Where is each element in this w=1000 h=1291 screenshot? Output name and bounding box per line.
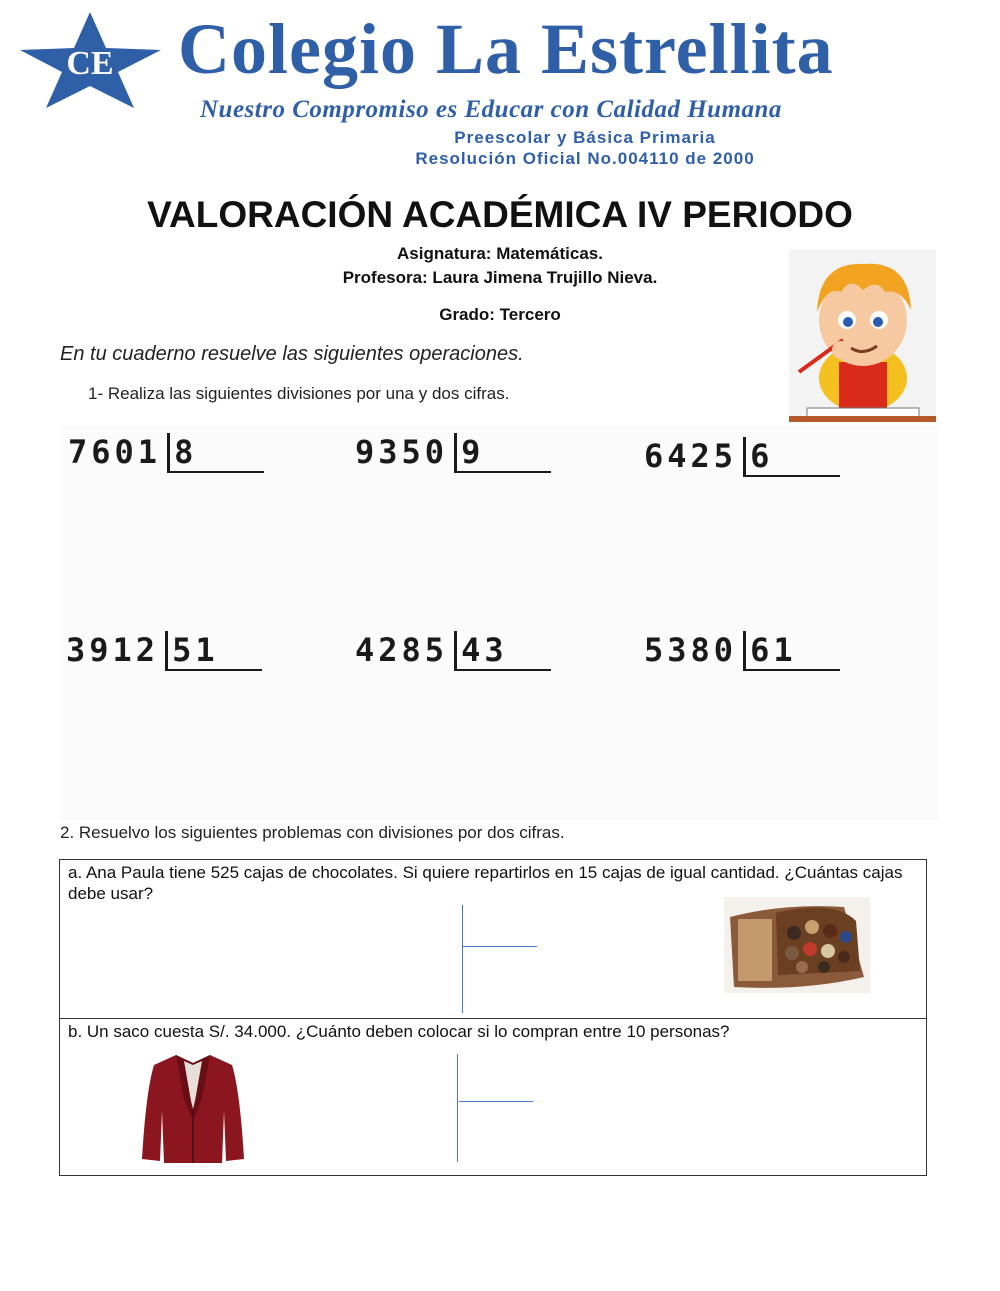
dividend: 6425 [644, 437, 738, 475]
divisor: 61 [743, 631, 840, 671]
subject-line: Asignatura: Matemáticas. [397, 244, 603, 263]
divisor: 43 [454, 631, 551, 671]
division-exercises-panel [60, 425, 938, 820]
boy-thinking-illustration [789, 250, 936, 422]
problem-a-text: a. Ana Paula tiene 525 cajas de chocolates. Si quiere repartirlos en 15 cajas de igual cantidad. ¿Cuántas cajas debe usar? [68, 863, 903, 903]
division-guide-vertical [462, 905, 463, 1013]
division-exercise [355, 631, 551, 671]
dividend: 5380 [644, 631, 738, 669]
grade-line: Grado: Tercero [439, 305, 561, 324]
divisor: 51 [165, 631, 262, 671]
dividend: 3912 [66, 631, 160, 669]
division-exercise [644, 437, 840, 477]
divisor: 9 [454, 433, 551, 473]
page-title: VALORACIÓN ACADÉMICA IV PERIODO [147, 194, 853, 235]
exercise-1-heading: 1- Realiza las siguientes divisiones por una y dos cifras. [88, 384, 510, 403]
teacher-line: Profesora: Laura Jimena Trujillo Nieva. [342, 268, 658, 287]
logo-lettering: CE [66, 45, 114, 82]
division-exercise [68, 433, 264, 473]
problems-table [59, 859, 927, 1176]
division-guide-horizontal [462, 946, 537, 947]
dividend: 9350 [355, 433, 449, 471]
school-logo-star [18, 10, 163, 110]
problem-a-cell [60, 860, 926, 1019]
problem-b-text: b. Un saco cuesta S/. 34.000. ¿Cuánto deben colocar si lo compran entre 10 personas? [68, 1022, 730, 1041]
division-exercise [644, 631, 840, 671]
division-exercise [66, 631, 262, 671]
exercise-2-heading: 2. Resuelvo los siguientes problemas con divisiones por dos cifras. [60, 823, 565, 842]
division-exercise [355, 433, 551, 473]
division-guide-horizontal [459, 1101, 533, 1102]
divisor: 6 [743, 437, 840, 477]
school-motto: Nuestro Compromiso es Educar con Calidad Humana [200, 96, 782, 123]
dividend: 7601 [68, 433, 162, 471]
school-level: Preescolar y Básica Primaria [454, 128, 716, 147]
chocolate-box-image [724, 897, 870, 993]
division-guide-vertical [457, 1054, 458, 1162]
school-resolution: Resolución Oficial No.004110 de 2000 [415, 149, 755, 168]
instruction-text: En tu cuaderno resuelve las siguientes operaciones. [60, 343, 524, 365]
red-jacket-image [140, 1051, 246, 1166]
dividend: 4285 [355, 631, 449, 669]
school-name: Colegio La Estrellita [178, 9, 834, 89]
divisor: 8 [167, 433, 264, 473]
problem-b-cell [60, 1019, 926, 1175]
